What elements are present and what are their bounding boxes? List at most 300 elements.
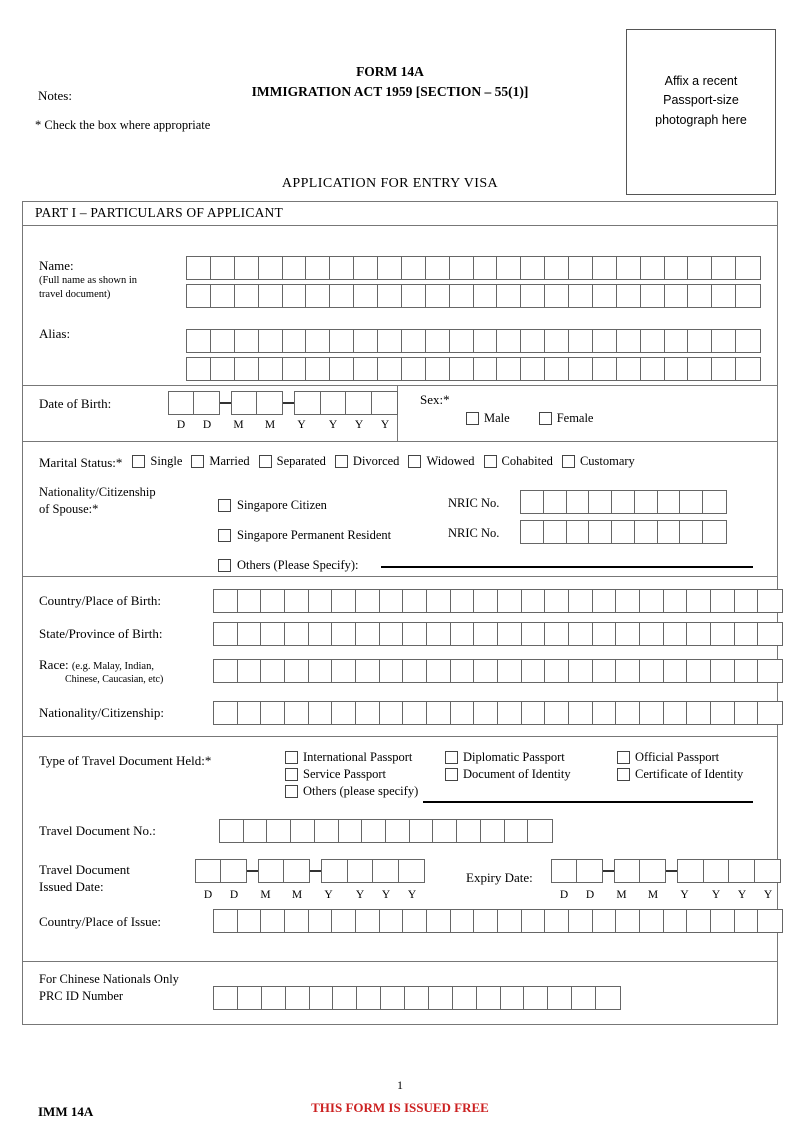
character-cell[interactable] — [617, 285, 641, 307]
character-cell[interactable] — [238, 910, 262, 932]
character-cell[interactable] — [196, 860, 221, 882]
character-cell[interactable] — [593, 257, 617, 279]
issued-date-year-cells[interactable] — [321, 859, 425, 883]
character-cell[interactable] — [403, 590, 427, 612]
character-cell[interactable] — [521, 358, 545, 380]
character-cell[interactable] — [214, 590, 238, 612]
character-cell[interactable] — [658, 491, 681, 513]
travel-doc-option-certificate-of-identity[interactable] — [617, 767, 777, 782]
character-cell[interactable] — [640, 623, 664, 645]
character-cell[interactable] — [544, 521, 567, 543]
character-cell[interactable] — [356, 910, 380, 932]
character-cell[interactable] — [736, 358, 760, 380]
travel-doc-others-checkbox[interactable] — [285, 785, 298, 798]
character-cell[interactable] — [474, 358, 498, 380]
character-cell[interactable] — [498, 910, 522, 932]
character-cell[interactable] — [569, 590, 593, 612]
character-cell[interactable] — [380, 590, 404, 612]
spouse-pr-checkbox[interactable] — [218, 529, 231, 542]
dob-month-cells[interactable] — [231, 391, 283, 415]
marital-option-separated[interactable] — [259, 454, 326, 469]
character-cell[interactable] — [577, 860, 602, 882]
character-cell[interactable] — [259, 285, 283, 307]
expiry-date-year-cells[interactable] — [677, 859, 781, 883]
travel-doc-option-international-passport[interactable] — [285, 750, 445, 765]
character-cell[interactable] — [528, 820, 552, 842]
marital-option-checkbox[interactable] — [408, 455, 421, 468]
character-cell[interactable] — [261, 702, 285, 724]
character-cell[interactable] — [262, 987, 286, 1009]
character-cell[interactable] — [758, 623, 782, 645]
character-cell[interactable] — [339, 820, 363, 842]
character-cell[interactable] — [346, 392, 372, 414]
character-cell[interactable] — [521, 330, 545, 352]
character-cell[interactable] — [569, 330, 593, 352]
travel-doc-others-specify-line[interactable] — [423, 801, 753, 803]
race-cells[interactable] — [213, 659, 783, 683]
marital-option-divorced[interactable] — [335, 454, 400, 469]
character-cell[interactable] — [735, 590, 759, 612]
character-cell[interactable] — [372, 392, 397, 414]
character-cell[interactable] — [552, 860, 577, 882]
character-cell[interactable] — [474, 910, 498, 932]
character-cell[interactable] — [451, 702, 475, 724]
character-cell[interactable] — [238, 590, 262, 612]
character-cell[interactable] — [616, 623, 640, 645]
character-cell[interactable] — [641, 330, 665, 352]
marital-option-married[interactable] — [191, 454, 249, 469]
character-cell[interactable] — [474, 330, 498, 352]
character-cell[interactable] — [285, 660, 309, 682]
service-passport-checkbox[interactable] — [285, 768, 298, 781]
character-cell[interactable] — [711, 590, 735, 612]
character-cell[interactable] — [712, 330, 736, 352]
spouse-pr-nric-cells[interactable] — [520, 520, 727, 544]
character-cell[interactable] — [569, 702, 593, 724]
character-cell[interactable] — [703, 521, 726, 543]
character-cell[interactable] — [214, 702, 238, 724]
character-cell[interactable] — [522, 660, 546, 682]
character-cell[interactable] — [545, 358, 569, 380]
issued-date-month-cells[interactable] — [258, 859, 310, 883]
character-cell[interactable] — [380, 660, 404, 682]
character-cell[interactable] — [354, 358, 378, 380]
alias-input-row-2[interactable] — [186, 357, 761, 381]
character-cell[interactable] — [403, 623, 427, 645]
character-cell[interactable] — [187, 358, 211, 380]
character-cell[interactable] — [451, 623, 475, 645]
character-cell[interactable] — [545, 257, 569, 279]
character-cell[interactable] — [354, 285, 378, 307]
marital-option-checkbox[interactable] — [335, 455, 348, 468]
character-cell[interactable] — [616, 660, 640, 682]
character-cell[interactable] — [664, 623, 688, 645]
travel-doc-option-others[interactable] — [285, 784, 445, 799]
character-cell[interactable] — [427, 590, 451, 612]
issued-date-day-cells[interactable] — [195, 859, 247, 883]
character-cell[interactable] — [211, 358, 235, 380]
character-cell[interactable] — [736, 285, 760, 307]
character-cell[interactable] — [426, 358, 450, 380]
character-cell[interactable] — [310, 987, 334, 1009]
character-cell[interactable] — [386, 820, 410, 842]
character-cell[interactable] — [238, 623, 262, 645]
character-cell[interactable] — [402, 358, 426, 380]
travel-document-number-cells[interactable] — [219, 819, 553, 843]
character-cell[interactable] — [405, 987, 429, 1009]
character-cell[interactable] — [453, 987, 477, 1009]
character-cell[interactable] — [548, 987, 572, 1009]
marital-option-cohabited[interactable] — [484, 454, 553, 469]
character-cell[interactable] — [545, 285, 569, 307]
character-cell[interactable] — [687, 590, 711, 612]
character-cell[interactable] — [356, 660, 380, 682]
character-cell[interactable] — [235, 285, 259, 307]
spouse-others-specify-line[interactable] — [381, 566, 753, 568]
character-cell[interactable] — [333, 987, 357, 1009]
character-cell[interactable] — [474, 660, 498, 682]
character-cell[interactable] — [309, 660, 333, 682]
character-cell[interactable] — [703, 491, 726, 513]
character-cell[interactable] — [286, 987, 310, 1009]
character-cell[interactable] — [664, 590, 688, 612]
character-cell[interactable] — [678, 860, 704, 882]
sex-option-male[interactable] — [466, 411, 510, 426]
character-cell[interactable] — [373, 860, 399, 882]
character-cell[interactable] — [522, 910, 546, 932]
character-cell[interactable] — [688, 330, 712, 352]
character-cell[interactable] — [521, 257, 545, 279]
character-cell[interactable] — [427, 660, 451, 682]
travel-doc-option-diplomatic-passport[interactable] — [445, 750, 617, 765]
character-cell[interactable] — [378, 285, 402, 307]
character-cell[interactable] — [593, 330, 617, 352]
character-cell[interactable] — [261, 910, 285, 932]
sex-option-checkbox[interactable] — [466, 412, 479, 425]
travel-doc-option-service-passport[interactable] — [285, 767, 445, 782]
character-cell[interactable] — [238, 702, 262, 724]
character-cell[interactable] — [285, 590, 309, 612]
character-cell[interactable] — [735, 910, 759, 932]
character-cell[interactable] — [332, 590, 356, 612]
character-cell[interactable] — [569, 910, 593, 932]
marital-option-checkbox[interactable] — [562, 455, 575, 468]
character-cell[interactable] — [758, 702, 782, 724]
character-cell[interactable] — [680, 491, 703, 513]
character-cell[interactable] — [380, 702, 404, 724]
character-cell[interactable] — [399, 860, 424, 882]
diplomatic-passport-checkbox[interactable] — [445, 751, 458, 764]
character-cell[interactable] — [758, 590, 782, 612]
character-cell[interactable] — [211, 285, 235, 307]
character-cell[interactable] — [616, 590, 640, 612]
character-cell[interactable] — [641, 285, 665, 307]
character-cell[interactable] — [481, 820, 505, 842]
character-cell[interactable] — [451, 590, 475, 612]
character-cell[interactable] — [569, 660, 593, 682]
character-cell[interactable] — [283, 257, 307, 279]
character-cell[interactable] — [348, 860, 374, 882]
character-cell[interactable] — [593, 660, 617, 682]
character-cell[interactable] — [238, 660, 262, 682]
character-cell[interactable] — [380, 910, 404, 932]
sex-option-female[interactable] — [539, 411, 594, 426]
character-cell[interactable] — [457, 820, 481, 842]
character-cell[interactable] — [616, 910, 640, 932]
character-cell[interactable] — [640, 702, 664, 724]
character-cell[interactable] — [214, 987, 238, 1009]
character-cell[interactable] — [402, 257, 426, 279]
expiry-date-day-cells[interactable] — [551, 859, 603, 883]
character-cell[interactable] — [403, 702, 427, 724]
character-cell[interactable] — [450, 330, 474, 352]
character-cell[interactable] — [474, 702, 498, 724]
marital-option-checkbox[interactable] — [484, 455, 497, 468]
character-cell[interactable] — [522, 702, 546, 724]
character-cell[interactable] — [545, 660, 569, 682]
character-cell[interactable] — [235, 358, 259, 380]
character-cell[interactable] — [712, 285, 736, 307]
character-cell[interactable] — [309, 702, 333, 724]
character-cell[interactable] — [474, 590, 498, 612]
character-cell[interactable] — [330, 358, 354, 380]
character-cell[interactable] — [711, 660, 735, 682]
character-cell[interactable] — [569, 358, 593, 380]
character-cell[interactable] — [214, 910, 238, 932]
character-cell[interactable] — [403, 910, 427, 932]
character-cell[interactable] — [402, 330, 426, 352]
character-cell[interactable] — [284, 860, 309, 882]
character-cell[interactable] — [758, 660, 782, 682]
character-cell[interactable] — [501, 987, 525, 1009]
character-cell[interactable] — [687, 910, 711, 932]
character-cell[interactable] — [261, 623, 285, 645]
character-cell[interactable] — [330, 330, 354, 352]
expiry-date-month-cells[interactable] — [614, 859, 666, 883]
character-cell[interactable] — [450, 358, 474, 380]
official-passport-checkbox[interactable] — [617, 751, 630, 764]
name-input-row-1[interactable] — [186, 256, 761, 280]
character-cell[interactable] — [330, 257, 354, 279]
dob-year-cells[interactable] — [294, 391, 398, 415]
character-cell[interactable] — [451, 660, 475, 682]
character-cell[interactable] — [357, 987, 381, 1009]
character-cell[interactable] — [257, 392, 282, 414]
character-cell[interactable] — [378, 358, 402, 380]
character-cell[interactable] — [687, 702, 711, 724]
character-cell[interactable] — [640, 660, 664, 682]
certificate-of-identity-checkbox[interactable] — [617, 768, 630, 781]
character-cell[interactable] — [283, 358, 307, 380]
character-cell[interactable] — [640, 590, 664, 612]
character-cell[interactable] — [635, 521, 658, 543]
character-cell[interactable] — [450, 257, 474, 279]
character-cell[interactable] — [665, 358, 689, 380]
character-cell[interactable] — [572, 987, 596, 1009]
character-cell[interactable] — [641, 358, 665, 380]
character-cell[interactable] — [306, 358, 330, 380]
character-cell[interactable] — [569, 257, 593, 279]
character-cell[interactable] — [545, 330, 569, 352]
character-cell[interactable] — [378, 330, 402, 352]
document-of-identity-checkbox[interactable] — [445, 768, 458, 781]
character-cell[interactable] — [261, 660, 285, 682]
character-cell[interactable] — [309, 910, 333, 932]
character-cell[interactable] — [736, 257, 760, 279]
character-cell[interactable] — [220, 820, 244, 842]
character-cell[interactable] — [505, 820, 529, 842]
character-cell[interactable] — [640, 910, 664, 932]
character-cell[interactable] — [427, 702, 451, 724]
character-cell[interactable] — [381, 987, 405, 1009]
character-cell[interactable] — [593, 285, 617, 307]
character-cell[interactable] — [498, 660, 522, 682]
character-cell[interactable] — [522, 590, 546, 612]
character-cell[interactable] — [593, 358, 617, 380]
dob-day-cells[interactable] — [168, 391, 220, 415]
character-cell[interactable] — [593, 623, 617, 645]
character-cell[interactable] — [665, 285, 689, 307]
character-cell[interactable] — [427, 910, 451, 932]
character-cell[interactable] — [410, 820, 434, 842]
character-cell[interactable] — [267, 820, 291, 842]
character-cell[interactable] — [474, 257, 498, 279]
character-cell[interactable] — [283, 285, 307, 307]
character-cell[interactable] — [498, 590, 522, 612]
character-cell[interactable] — [711, 910, 735, 932]
character-cell[interactable] — [433, 820, 457, 842]
character-cell[interactable] — [596, 987, 620, 1009]
character-cell[interactable] — [194, 392, 219, 414]
nationality-cells[interactable] — [213, 701, 783, 725]
character-cell[interactable] — [665, 257, 689, 279]
character-cell[interactable] — [211, 330, 235, 352]
character-cell[interactable] — [330, 285, 354, 307]
character-cell[interactable] — [474, 623, 498, 645]
travel-doc-option-official-passport[interactable] — [617, 750, 777, 765]
character-cell[interactable] — [332, 910, 356, 932]
character-cell[interactable] — [545, 623, 569, 645]
character-cell[interactable] — [617, 330, 641, 352]
character-cell[interactable] — [617, 257, 641, 279]
character-cell[interactable] — [524, 987, 548, 1009]
character-cell[interactable] — [521, 285, 545, 307]
character-cell[interactable] — [402, 285, 426, 307]
character-cell[interactable] — [285, 623, 309, 645]
character-cell[interactable] — [214, 660, 238, 682]
character-cell[interactable] — [306, 257, 330, 279]
marital-option-single[interactable] — [132, 454, 182, 469]
country-of-birth-cells[interactable] — [213, 589, 783, 613]
character-cell[interactable] — [711, 702, 735, 724]
character-cell[interactable] — [306, 285, 330, 307]
character-cell[interactable] — [259, 358, 283, 380]
character-cell[interactable] — [354, 330, 378, 352]
character-cell[interactable] — [474, 285, 498, 307]
character-cell[interactable] — [362, 820, 386, 842]
character-cell[interactable] — [735, 660, 759, 682]
marital-option-widowed[interactable] — [408, 454, 474, 469]
character-cell[interactable] — [187, 257, 211, 279]
character-cell[interactable] — [569, 623, 593, 645]
character-cell[interactable] — [712, 358, 736, 380]
character-cell[interactable] — [214, 623, 238, 645]
character-cell[interactable] — [291, 820, 315, 842]
character-cell[interactable] — [498, 623, 522, 645]
character-cell[interactable] — [617, 358, 641, 380]
character-cell[interactable] — [612, 521, 635, 543]
character-cell[interactable] — [688, 285, 712, 307]
state-of-birth-cells[interactable] — [213, 622, 783, 646]
character-cell[interactable] — [545, 702, 569, 724]
character-cell[interactable] — [680, 521, 703, 543]
spouse-citizen-checkbox[interactable] — [218, 499, 231, 512]
character-cell[interactable] — [635, 491, 658, 513]
character-cell[interactable] — [545, 590, 569, 612]
character-cell[interactable] — [285, 910, 309, 932]
character-cell[interactable] — [356, 702, 380, 724]
character-cell[interactable] — [567, 491, 590, 513]
character-cell[interactable] — [593, 702, 617, 724]
country-of-issue-cells[interactable] — [213, 909, 783, 933]
character-cell[interactable] — [688, 257, 712, 279]
character-cell[interactable] — [589, 491, 612, 513]
character-cell[interactable] — [688, 358, 712, 380]
character-cell[interactable] — [426, 257, 450, 279]
character-cell[interactable] — [735, 623, 759, 645]
character-cell[interactable] — [616, 702, 640, 724]
name-input-row-2[interactable] — [186, 284, 761, 308]
character-cell[interactable] — [477, 987, 501, 1009]
character-cell[interactable] — [729, 860, 755, 882]
character-cell[interactable] — [285, 702, 309, 724]
character-cell[interactable] — [450, 285, 474, 307]
character-cell[interactable] — [497, 358, 521, 380]
character-cell[interactable] — [259, 860, 284, 882]
marital-option-customary[interactable] — [562, 454, 635, 469]
character-cell[interactable] — [259, 330, 283, 352]
character-cell[interactable] — [211, 257, 235, 279]
character-cell[interactable] — [497, 257, 521, 279]
sex-option-checkbox[interactable] — [539, 412, 552, 425]
character-cell[interactable] — [712, 257, 736, 279]
character-cell[interactable] — [354, 257, 378, 279]
spouse-citizen-nric-cells[interactable] — [520, 490, 727, 514]
character-cell[interactable] — [711, 623, 735, 645]
character-cell[interactable] — [321, 392, 347, 414]
character-cell[interactable] — [429, 987, 453, 1009]
marital-option-checkbox[interactable] — [191, 455, 204, 468]
character-cell[interactable] — [615, 860, 640, 882]
international-passport-checkbox[interactable] — [285, 751, 298, 764]
character-cell[interactable] — [640, 860, 665, 882]
character-cell[interactable] — [261, 590, 285, 612]
character-cell[interactable] — [665, 330, 689, 352]
alias-input-row-1[interactable] — [186, 329, 761, 353]
spouse-others-checkbox[interactable] — [218, 559, 231, 572]
character-cell[interactable] — [544, 491, 567, 513]
character-cell[interactable] — [427, 623, 451, 645]
character-cell[interactable] — [497, 330, 521, 352]
character-cell[interactable] — [235, 257, 259, 279]
character-cell[interactable] — [545, 910, 569, 932]
character-cell[interactable] — [498, 702, 522, 724]
character-cell[interactable] — [567, 521, 590, 543]
character-cell[interactable] — [521, 521, 544, 543]
character-cell[interactable] — [593, 910, 617, 932]
character-cell[interactable] — [244, 820, 268, 842]
character-cell[interactable] — [569, 285, 593, 307]
